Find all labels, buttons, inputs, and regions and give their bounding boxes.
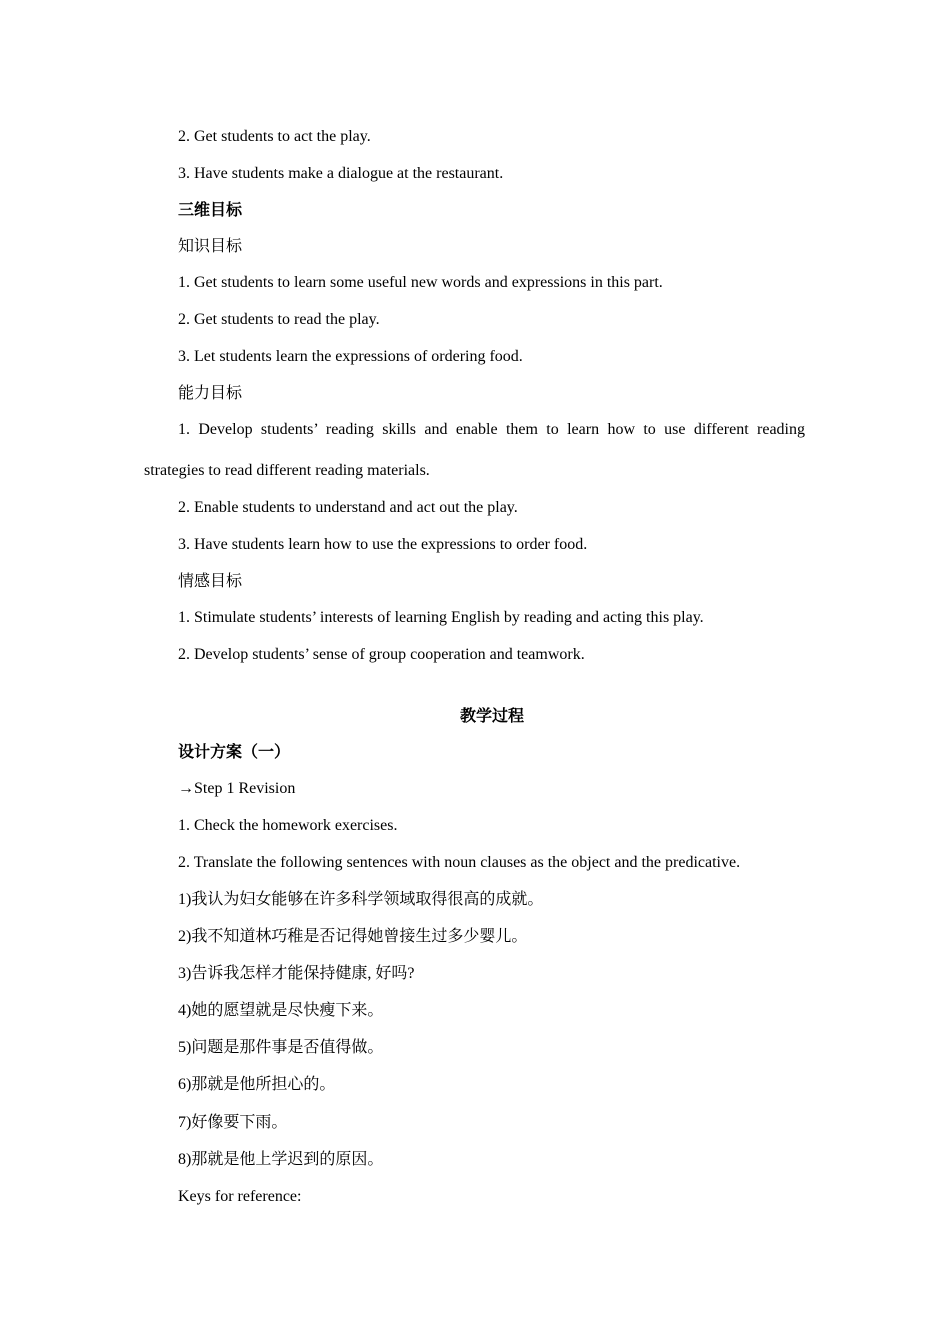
sentence-item: 1)我认为妇女能够在许多科学领域取得很高的成就。 bbox=[178, 891, 544, 908]
emotion-heading: 情感目标 bbox=[178, 573, 243, 590]
plan-heading: 设计方案（一） bbox=[178, 744, 291, 761]
sentence-item: 3)告诉我怎样才能保持健康, 好吗? bbox=[178, 965, 415, 982]
sentence-item: 7)好像要下雨。 bbox=[178, 1114, 288, 1131]
three-dim-heading: 三维目标 bbox=[178, 202, 243, 219]
step-heading: →Step 1 Revision bbox=[178, 780, 296, 797]
sentence-item: 8)那就是他上学迟到的原因。 bbox=[178, 1151, 384, 1168]
knowledge-item: 2. Get students to read the play. bbox=[178, 311, 380, 328]
emotion-item: 1. Stimulate students’ interests of learning English by reading and acting this play. bbox=[178, 609, 704, 626]
objective-item: 2. Get students to act the play. bbox=[178, 128, 371, 145]
ability-item: 3. Have students learn how to use the expressions to order food. bbox=[178, 536, 588, 553]
emotion-item: 2. Develop students’ sense of group cooperation and teamwork. bbox=[178, 646, 585, 663]
process-title: 教学过程 bbox=[459, 708, 524, 725]
knowledge-item: 1. Get students to learn some useful new words and expressions in this part. bbox=[178, 274, 663, 291]
knowledge-item: 3. Let students learn the expressions of ordering food. bbox=[178, 348, 523, 365]
ability-item: 2. Enable students to understand and act out the play. bbox=[178, 499, 518, 516]
step-item: 2. Translate the following sentences with noun clauses as the object and the predicative. bbox=[178, 854, 741, 871]
objective-item: 3. Have students make a dialogue at the restaurant. bbox=[178, 165, 504, 182]
sentence-item: 6)那就是他所担心的。 bbox=[178, 1076, 336, 1093]
step-item: 1. Check the homework exercises. bbox=[178, 817, 398, 834]
sentence-item: 2)我不知道林巧稚是否记得她曾接生过多少婴儿。 bbox=[178, 928, 528, 945]
sentence-item: 5)问题是那件事是否值得做。 bbox=[178, 1039, 384, 1056]
knowledge-heading: 知识目标 bbox=[178, 238, 243, 255]
ability-item-line: 1. Develop students’ reading skills and enable them to learn how to use different reading bbox=[178, 421, 805, 438]
ability-item-line: strategies to read different reading materials. bbox=[144, 462, 430, 479]
keys-label: Keys for reference: bbox=[178, 1188, 302, 1205]
sentence-item: 4)她的愿望就是尽快瘦下来。 bbox=[178, 1002, 384, 1019]
ability-heading: 能力目标 bbox=[178, 385, 243, 402]
